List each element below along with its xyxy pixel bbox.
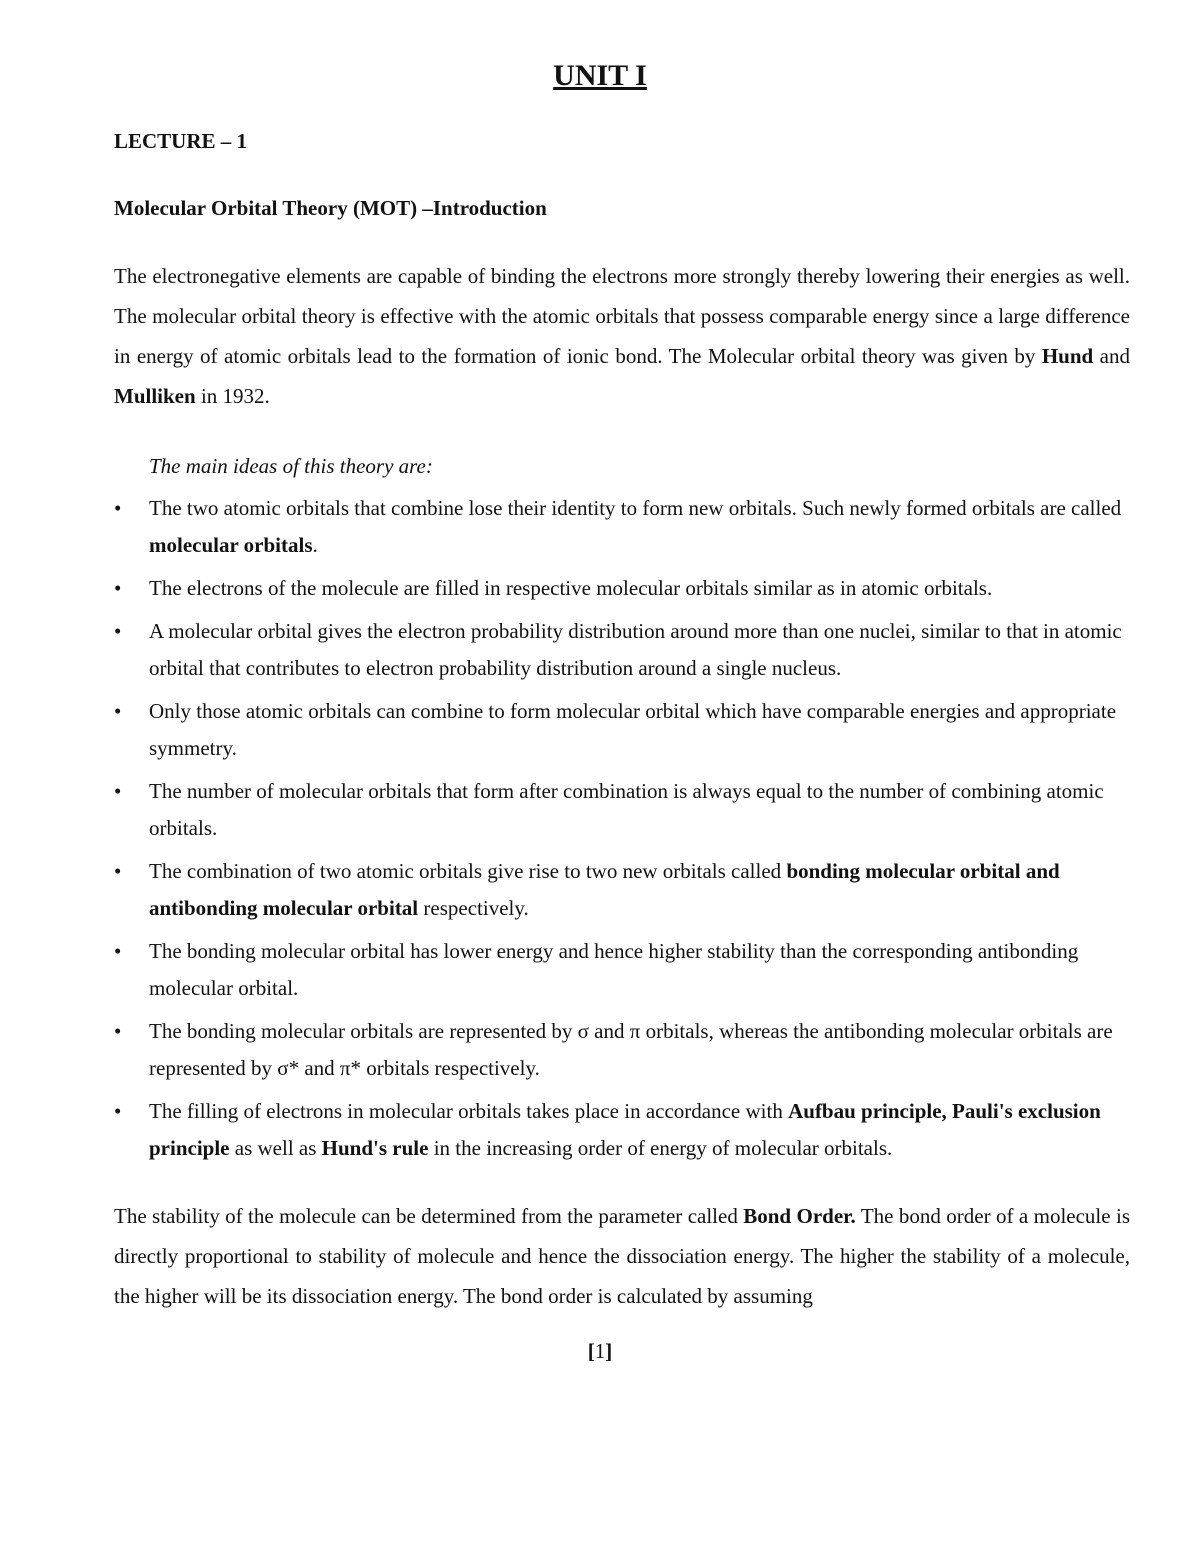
bullet-dot-icon: • <box>114 576 122 600</box>
bullet-text: as well as <box>229 1136 322 1160</box>
bullet-bold-text: bonding molecular orbital and antibonding molecular orbital <box>149 859 1060 920</box>
bullet-text: The filling of electrons in molecular orbitals takes place in accordance with <box>149 1099 789 1123</box>
page-number-close-bracket: ] <box>605 1339 613 1363</box>
bullet-dot-icon: • <box>114 939 122 963</box>
intro-text-1: The electronegative elements are capable of binding the electrons more strongly thereby lowering their energies as well. The molecular orbital theory is effective with the atomic orbitals that possess comparable energy since a large difference in energy of atomic orbitals lead to the formation of ionic bond. The Molecular orbital theory was given by <box>114 264 1130 368</box>
stability-bold-bond-order: Bond Order. <box>743 1204 856 1228</box>
page-number-open-bracket: [ <box>587 1339 595 1363</box>
bullet-item <box>114 853 1130 927</box>
ideas-bullet-list <box>114 490 1130 1173</box>
stability-text-2: The bond order of a molecule is directly proportional to stability of molecule and hence the dissociation energy. The higher the stability of a molecule, the higher will be its dissociation energy. The bond order is calculated by assuming <box>114 1204 1130 1308</box>
bullet-text: The two atomic orbitals that combine lose their identity to form new orbitals. Such newly formed orbitals are called <box>149 496 1122 520</box>
bullet-dot-icon: • <box>114 699 122 723</box>
bullet-bold-text: molecular orbitals <box>149 533 313 557</box>
main-ideas-label: The main ideas of this theory are: <box>149 454 433 478</box>
bullet-text: Only those atomic orbitals can combine to form molecular orbital which have comparable energies and appropriate symmetry. <box>149 699 1117 760</box>
bullet-text: in the increasing order of energy of molecular orbitals. <box>428 1136 893 1160</box>
bullet-dot-icon: • <box>114 619 122 643</box>
bullet-text: The bonding molecular orbital has lower energy and hence higher stability than the corresponding antibonding molecular orbital. <box>149 939 1079 1000</box>
intro-paragraph <box>114 256 1130 416</box>
section-heading: Molecular Orbital Theory (MOT) –Introduction <box>114 196 547 220</box>
bullet-item <box>114 490 1130 564</box>
bullet-text: . <box>312 533 318 557</box>
bullet-bold-text: Hund's rule <box>321 1136 429 1160</box>
lecture-label: LECTURE – 1 <box>114 129 248 153</box>
intro-text-2: and <box>1093 344 1130 368</box>
bullet-item <box>114 1013 1130 1087</box>
bullet-item <box>114 570 1130 607</box>
bullet-item <box>114 693 1130 767</box>
stability-text-1: The stability of the molecule can be determined from the parameter called <box>114 1204 744 1228</box>
bullet-dot-icon: • <box>114 1019 122 1043</box>
bullet-text: The electrons of the molecule are filled in respective molecular orbitals similar as in atomic orbitals. <box>149 576 993 600</box>
intro-bold-hund: Hund <box>1041 344 1094 368</box>
intro-bold-mulliken: Mulliken <box>114 384 196 408</box>
bullet-item <box>114 1093 1130 1167</box>
page-number-value: 1 <box>594 1339 606 1363</box>
bullet-item <box>114 773 1130 847</box>
bullet-item <box>114 933 1130 1007</box>
bullet-text: The combination of two atomic orbitals give rise to two new orbitals called <box>149 859 787 883</box>
unit-title: UNIT I <box>553 59 647 92</box>
bullet-dot-icon: • <box>114 1099 122 1123</box>
bullet-item <box>114 613 1130 687</box>
bullet-text: respectively. <box>418 896 529 920</box>
stability-paragraph <box>114 1196 1130 1316</box>
bullet-dot-icon: • <box>114 496 122 520</box>
bullet-dot-icon: • <box>114 779 122 803</box>
bullet-text: A molecular orbital gives the electron probability distribution around more than one nuclei, similar to that in atomic orbital that contributes to electron probability distribution around a single nucleus. <box>149 619 1122 680</box>
page-number <box>0 1336 1200 1366</box>
bullet-text: The number of molecular orbitals that form after combination is always equal to the number of combining atomic orbitals. <box>149 779 1104 840</box>
intro-text-3: in 1932. <box>195 384 270 408</box>
bullet-text: The bonding molecular orbitals are represented by σ and π orbitals, whereas the antibonding molecular orbitals are represented by σ* and π* orbitals respectively. <box>149 1019 1113 1080</box>
bullet-dot-icon: • <box>114 859 122 883</box>
bullet-bold-text: Aufbau principle, Pauli's exclusion principle <box>149 1099 1101 1160</box>
